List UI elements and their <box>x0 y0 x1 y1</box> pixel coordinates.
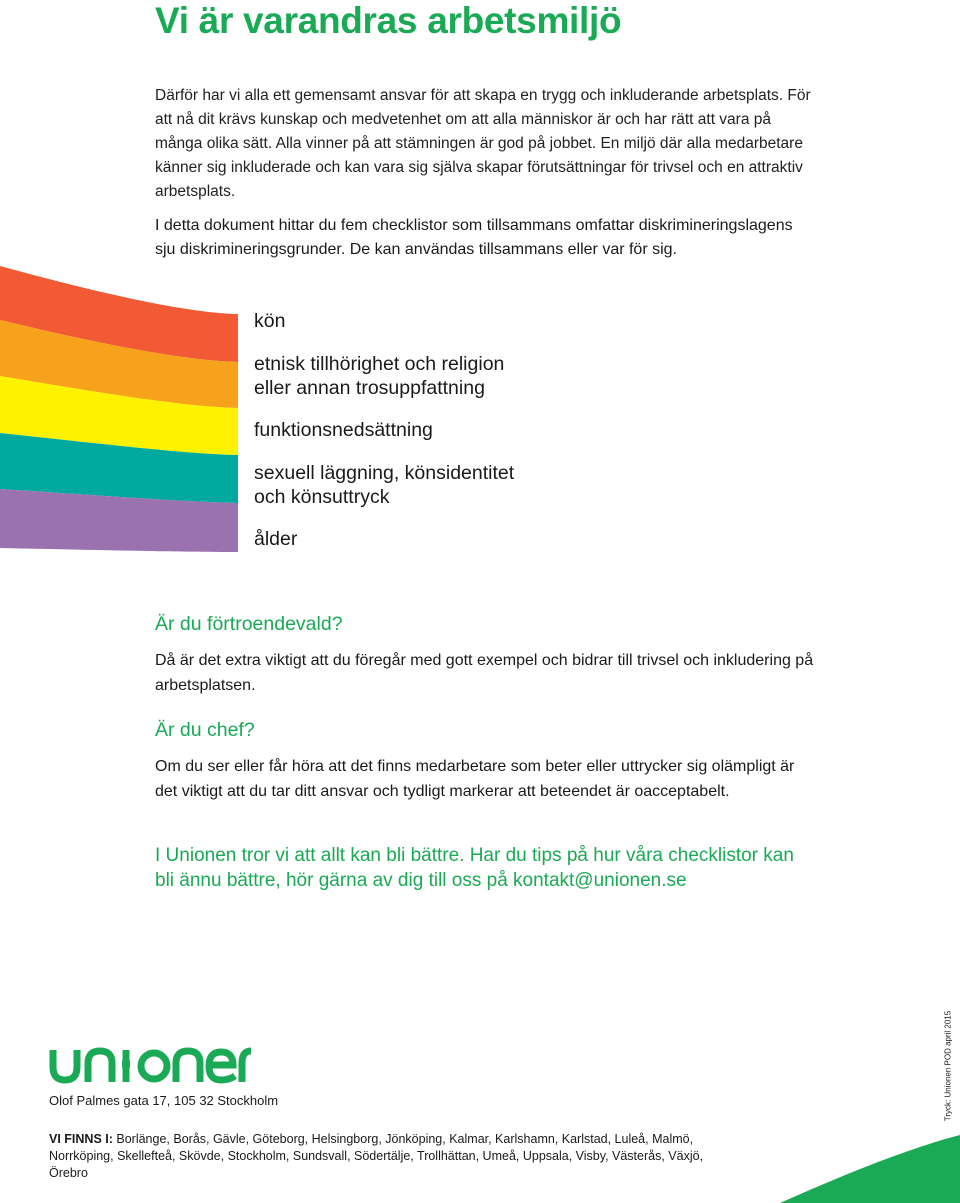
chef-paragraph: Om du ser eller får höra att det finns medarbetare som beter eller uttrycker sig olämpligt är det viktigt att du tar ditt ansvar och tydligt markerar att beteendet är oacceptabelt. <box>155 758 795 800</box>
address: Olof Palmes gata 17, 105 32 Stockholm <box>49 1093 279 1108</box>
elected-heading: Är du förtroendevald? <box>155 613 343 635</box>
ground-item-age: ålder <box>254 528 298 550</box>
ground-item-sexual-orientation: sexuell läggning, könsidentitet och könsuttryck <box>254 461 515 508</box>
office-locations-list: Borlänge, Borås, Gävle, Göteborg, Helsingborg, Jönköping, Kalmar, Karlshamn, Karlstad, Luleå, Malmö, Norrköping, Skellefteå, Skövde, Stockholm, Sundsvall, Södertälje, Trollhättan, Umeå, Uppsala, Visby, Västerås, Växjö, Örebro <box>49 1132 704 1180</box>
intro-paragraph-checklists: I detta dokument hittar du fem checklistor som tillsammans omfattar diskrimineringslagens sju diskrimineringsgrunder. De kan användas tillsammans eller var för sig. <box>155 217 793 258</box>
intro-paragraph: Därför har vi alla ett gemensamt ansvar för att skapa en trygg och inkluderande arbetsplats. För att nå dit krävs kunskap och medvetenhet om att alla människor är och har rätt att vara på många olika sätt. Alla vinner på att stämningen är god på jobbet. En miljö där alla medarbetare känner sig inkluderade och kan vara sig själva skapar förutsättningar för trivsel och en attraktiv arbetsplats. <box>155 87 811 200</box>
office-locations-label: VI FINNS I: <box>49 1132 113 1146</box>
ground-item-gender: kön <box>254 310 286 332</box>
ground-item-ethnicity-religion: etnisk tillhörighet och religion eller annan trosuppfattning <box>254 352 505 399</box>
page-title: Vi är varandras arbetsmiljö <box>155 0 622 41</box>
ground-item-disability: funktionsnedsättning <box>254 419 433 441</box>
tips-paragraph: I Unionen tror vi att allt kan bli bättre. Har du tips på hur våra checklistor kan bli ännu bättre, hör gärna av dig till oss på kontakt@unionen.se <box>155 845 794 891</box>
print-info: Tryck: Unionen POD april 2015 <box>943 1010 953 1122</box>
elected-paragraph: Då är det extra viktigt att du föregår med gott exempel och bidrar till trivsel och inkludering på arbetsplatsen. <box>155 652 814 694</box>
chef-heading: Är du chef? <box>155 719 255 741</box>
office-locations <box>49 1131 729 1182</box>
